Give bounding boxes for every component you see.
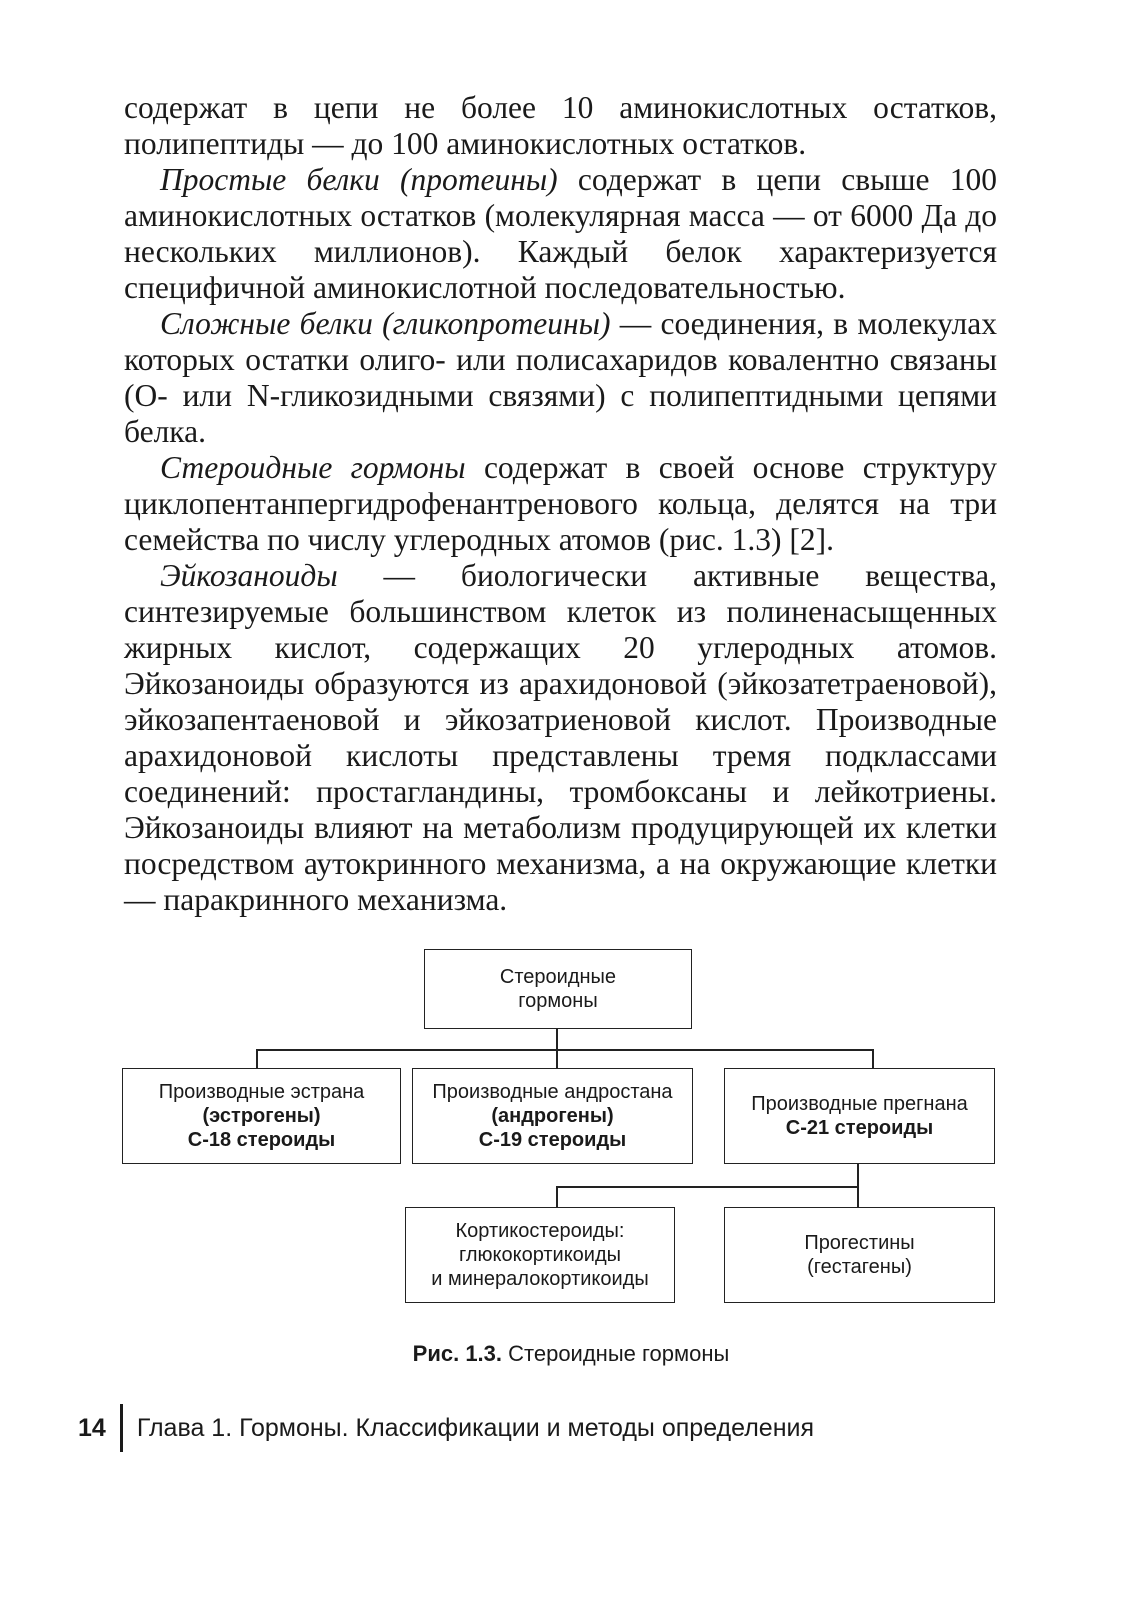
footer-divider	[120, 1404, 123, 1452]
body-text	[124, 90, 997, 918]
term-simple-proteins: Простые белки (протеины)	[160, 162, 558, 197]
paragraph-eicosanoids: Эйкозаноиды — биологически активные вещества, синтезируемые большинством клеток из полиненасыщенных жирных кислот, содержащих 20 углеродных атомов. Эйкозаноиды образуются из арахидоновой (эйкозатетраеновой), эйкозапентаеновой и эйкозатриеновой кислот. Производные арахидоновой кислоты представлены тремя подклассами соединений: простагландины, тромбоксаны и лейкотриены. Эйкозаноиды влияют на метаболизм продуцирующей их клетки посредством аутокринного механизма, а на окружающие клетки — паракринного механизма.	[124, 558, 997, 917]
box-steroid-hormones: Стероидные гормоны	[424, 949, 692, 1029]
figure-caption-text: Стероидные гормоны	[502, 1341, 730, 1366]
connector-to-pregnane	[872, 1049, 874, 1069]
box-androstane-derivatives: Производные андростана (андрогены) С-19 стероиды	[412, 1068, 693, 1164]
box-pregnane-derivatives: Производные прегнана С-21 стероиды	[724, 1068, 995, 1164]
connector-top-horizontal	[256, 1049, 874, 1051]
page-number: 14	[78, 1413, 106, 1442]
figure-caption-label: Рис. 1.3.	[412, 1341, 503, 1366]
connector-to-progestins	[857, 1186, 859, 1208]
connector-to-corticosteroids	[556, 1186, 558, 1208]
box-progestins: Прогестины (гестагены)	[724, 1207, 995, 1303]
paragraph-steroid-hormones: Стероидные гормоны содержат в своей основе структуру циклопентанпергидрофенантренового кольца, делятся на три семейства по числу углеродных атомов (рис. 1.3) [2].	[124, 450, 997, 557]
term-steroid-hormones: Стероидные гормоны	[160, 450, 466, 485]
connector-root-down	[556, 1027, 558, 1050]
connector-bottom-horizontal	[556, 1186, 859, 1188]
paragraph-complex-proteins: Сложные белки (гликопротеины) — соединения, в молекулах которых остатки олиго- или полисахаридов ковалентно связаны (О- или N-гликозидными связями) с полипептидными цепями белка.	[124, 306, 997, 449]
term-eicosanoids: Эйкозаноиды	[160, 558, 338, 593]
connector-to-androstane	[556, 1049, 558, 1069]
figure-caption	[0, 1340, 1142, 1368]
connector-pregnane-down	[857, 1163, 859, 1187]
chapter-title: Глава 1. Гормоны. Классификации и методы определения	[136, 1413, 815, 1442]
box-estrane-derivatives: Производные эстрана (эстрогены) С-18 стероиды	[122, 1068, 401, 1164]
page-footer	[78, 1404, 814, 1452]
box-corticosteroids: Кортикостероиды: глюкокортикоиды и минералокортикоиды	[405, 1207, 675, 1303]
paragraph-1: содержат в цепи не более 10 аминокислотных остатков, полипептиды — до 100 аминокислотных остатков.	[124, 90, 997, 161]
term-complex-proteins: Сложные белки (гликопротеины)	[160, 306, 611, 341]
paragraph-simple-proteins: Простые белки (протеины) содержат в цепи свыше 100 аминокислотных остатков (молекулярная масса — от 6000 Да до нескольких миллионов). Каждый белок характеризуется специфичной аминокислотной последовательностью.	[124, 162, 997, 305]
connector-to-estrane	[256, 1049, 258, 1069]
